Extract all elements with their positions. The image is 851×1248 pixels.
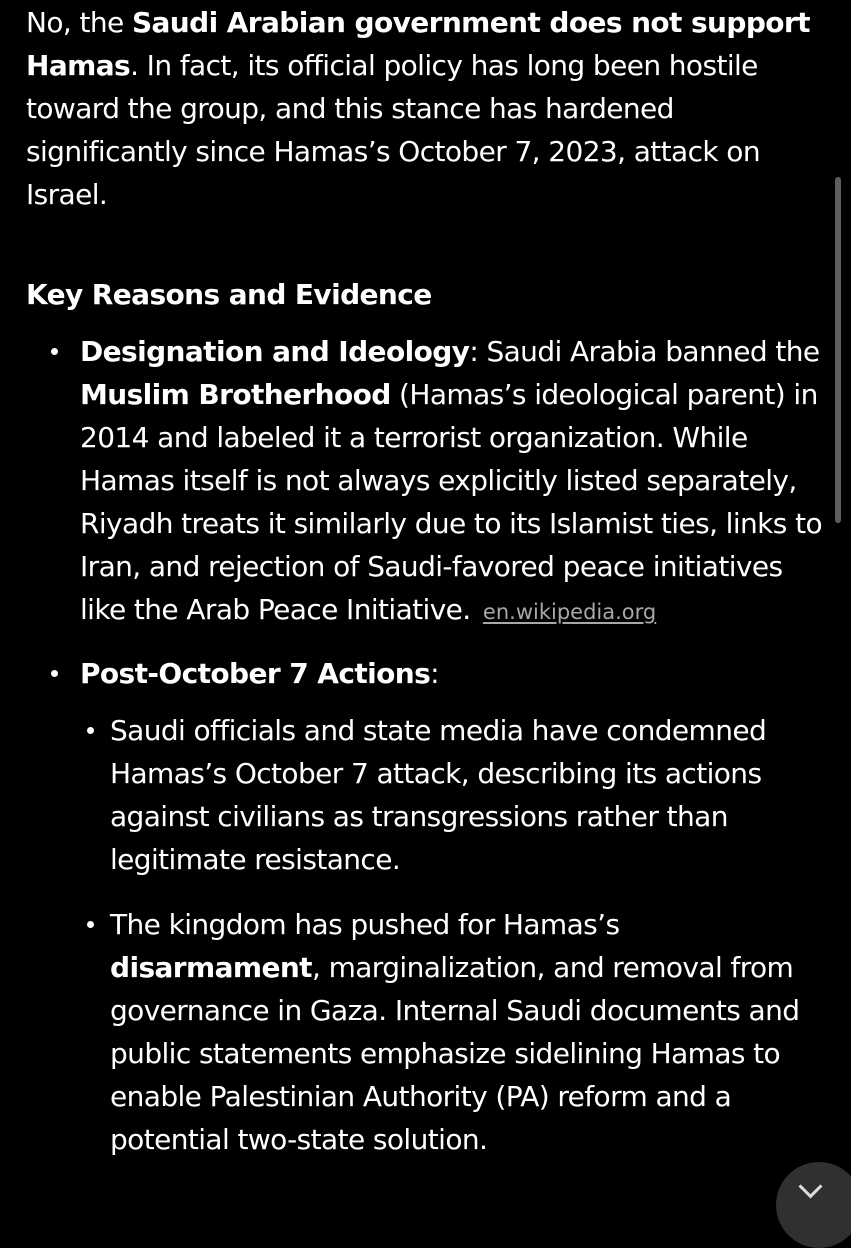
item-text: (Hamas’s ideological parent) in 2014 and labeled it a terrorist organization. While Hamas itself is not always explicitly listed separately, Riyadh treats it similarly due to its Islamist ties, links to Iran, and rejection of Saudi-favored peace initiatives like the Arab Peace Initiative. — [80, 378, 822, 626]
bullet-icon — [51, 348, 58, 355]
list-item-designation — [26, 330, 834, 634]
scroll-to-bottom-button[interactable] — [776, 1162, 851, 1248]
bullet-icon — [87, 727, 94, 734]
intro-paragraph — [26, 1, 834, 216]
sub-list-item — [80, 903, 834, 1161]
bullet-icon — [87, 921, 94, 928]
item-text: : — [430, 657, 440, 690]
bullet-icon — [51, 670, 58, 677]
sub-item-text: Saudi officials and state media have condemned Hamas’s October 7 attack, describing its actions against civilians as transgressions rather than legitimate resistance. — [110, 714, 767, 876]
item-bold-term: Muslim Brotherhood — [80, 378, 391, 411]
section-heading: Key Reasons and Evidence — [26, 278, 432, 311]
intro-text-rest: . In fact, its official policy has long been hostile toward the group, and this stance has hardened significantly since Hamas’s October 7, 2023, attack on Israel. — [26, 49, 760, 211]
sub-list — [80, 709, 834, 1161]
item-text: : Saudi Arabia banned the — [469, 335, 820, 368]
item-title: Designation and Ideology — [80, 335, 470, 368]
source-link[interactable]: en.wikipedia.org — [482, 600, 657, 624]
sub-item-text: , marginalization, and removal from governance in Gaza. Internal Saudi documents and public statements emphasize sidelining Hamas to enable Palestinian Authority (PA) reform and a potential two-state solution. — [110, 951, 800, 1156]
sub-item-bold-term: disarmament — [110, 951, 312, 984]
sub-list-item — [80, 709, 834, 881]
scrollbar[interactable] — [835, 177, 841, 523]
sub-item-text: The kingdom has pushed for Hamas’s — [110, 908, 620, 941]
item-title: Post-October 7 Actions — [80, 657, 431, 690]
chevron-down-icon — [798, 1174, 822, 1198]
response-content — [26, 0, 834, 1161]
intro-bold-claim: Saudi Arabian government does not support Hamas — [26, 6, 810, 82]
intro-text-start: No, the — [26, 6, 132, 39]
reasons-list — [26, 330, 834, 1161]
list-item-post-october — [26, 652, 834, 1161]
